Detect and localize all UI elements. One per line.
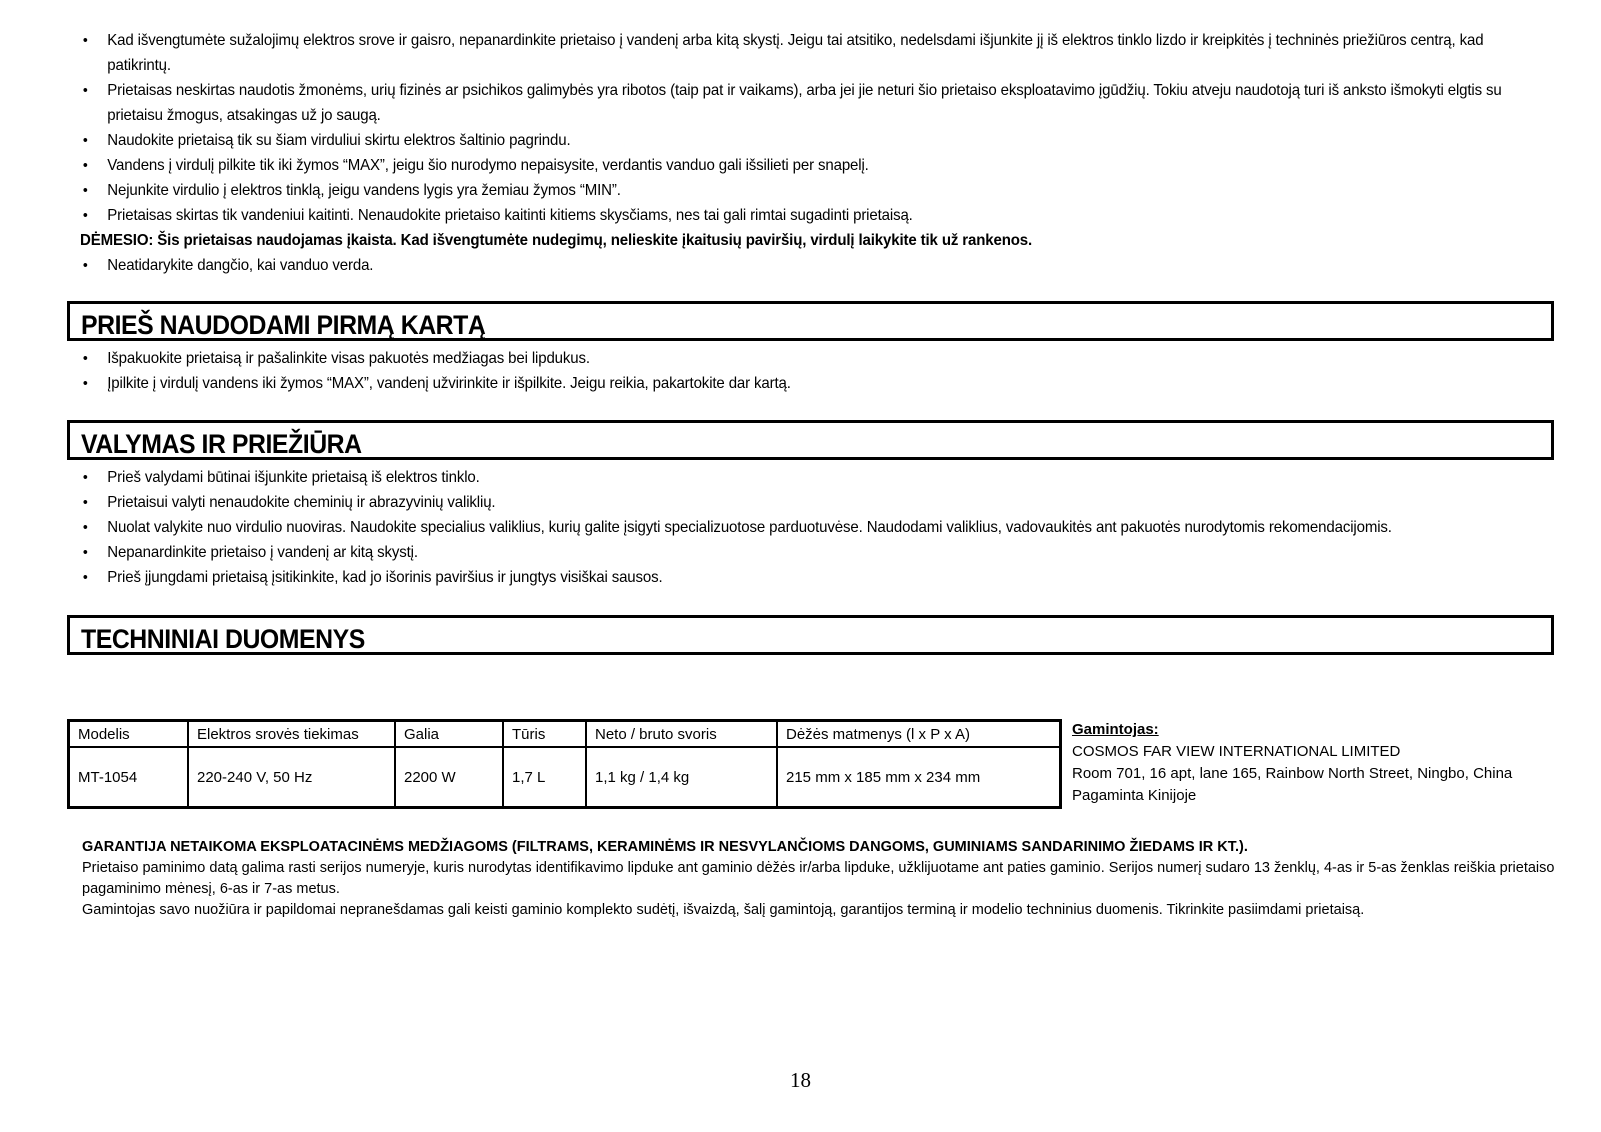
manufacturer-line: COSMOS FAR VIEW INTERNATIONAL LIMITED [1072,743,1401,760]
table-cell: MT-1054 [69,747,189,808]
table-cell: 2200 W [395,747,503,808]
list-item: • Nuolat valykite nuo virdulio nuoviras. Naudokite specialius valiklius, kurių galite įsigyti specializuotose parduotuvėse. Naudodami valiklius, vadovaukitės ant pakuotės nurodytomis rekomendacijomis. [80,515,1527,540]
manufacturer-title: Gamintojas: [1072,721,1159,738]
list-item: • Kad išvengtumėte sužalojimų elektros srove ir gaisro, nepanardinkite prietaiso į vandenį arba kitą skystį. Jeigu tai atsitiko, nedelsdami išjunkite jį iš elektros tinklo lizdo ir kreipkitės į techninės priežiūros centrą, kad patikrintų. [80,28,1527,78]
table-header-row [69,721,1061,748]
table-header-cell: Tūris [503,721,586,748]
section-title: TECHNINIAI DUOMENYS [81,624,365,654]
section-heading-cleaning [67,420,1554,460]
list-item: • Prietaisui valyti nenaudokite cheminių ir abrazyvinių valiklių. [80,490,1527,515]
safety-list-2 [80,253,1540,278]
notes-paragraph: Prietaiso paminimo datą galima rasti serijos numeryje, kuris nurodytas identifikavimo lipduke ant gaminio dėžės ir/arba lipduke, užklijuotame ant paties gaminio. Serijos numerį sudaro 13 ženklų, 4-as ir 5-as ženklas reiškia prietaiso pagaminimo mėnesį, 6-as ir 7-as metus. [82,860,1555,897]
list-item: • Nepanardinkite prietaiso į vandenį ar kitą skystį. [80,540,1527,565]
table-header-cell: Modelis [69,721,189,748]
manufacturer-line: Room 701, 16 apt, lane 165, Rainbow North Street, Ningbo, China [1072,765,1513,782]
page-number: 18 [790,1068,811,1092]
spec-table [67,719,1062,809]
section-heading-specs [67,615,1554,655]
table-header-cell: Neto / bruto svoris [586,721,777,748]
manufacturer-info [1072,719,1512,809]
table-header-cell: Galia [395,721,503,748]
table-cell: 1,7 L [503,747,586,808]
cleaning-list [80,465,1540,590]
table-header-cell: Elektros srovės tiekimas [188,721,395,748]
warranty-heading: GARANTIJA NETAIKOMA EKSPLOATACINĖMS MEDŽIAGOMS (FILTRAMS, KERAMINĖMS IR NESVYLANČIOMS DANGOMS, GUMINIAMS SANDARINIMO ŽIEDAMS IR KT.). [82,839,1248,855]
table-cell: 215 mm x 185 mm x 234 mm [777,747,1061,808]
list-item: • Prietaisas neskirtas naudotis žmonėms, urių fizinės ar psichikos galimybės yra ribotos (taip pat ir vaikams), arba jei jie neturi šio prietaiso eksploatavimo įgūdžių. Tokiu atveju naudotoją turi iš anksto išmokyti elgtis su prietaisu žmogus, atsakingas už jo saugą. [80,78,1527,128]
list-item: • Neatidarykite dangčio, kai vanduo verda. [80,253,1527,278]
table-row [69,747,1061,808]
section-title: VALYMAS IR PRIEŽIŪRA [81,429,362,459]
table-cell: 220-240 V, 50 Hz [188,747,395,808]
list-item: • Vandens į virdulį pilkite tik iki žymos “MAX”, jeigu šio nurodymo nepaisysite, verdantis vanduo gali išsilieti per snapelį. [80,153,1527,178]
first-use-list [80,346,1540,396]
manufacturer-line: Pagaminta Kinijoje [1072,787,1197,804]
section-heading-first-use [67,301,1554,341]
content-flow [80,28,1540,655]
warranty-notes [82,837,1562,921]
list-item: • Prieš valydami būtinai išjunkite prietaisą iš elektros tinklo. [80,465,1527,490]
list-item: • Išpakuokite prietaisą ir pašalinkite visas pakuotės medžiagas bei lipdukus. [80,346,1527,371]
list-item: • Naudokite prietaisą tik su šiam virduliui skirtu elektros šaltinio pagrindu. [80,128,1527,153]
warning-text: DĖMESIO: Šis prietaisas naudojamas įkaista. Kad išvengtumėte nudegimų, nelieskite įkaitusių paviršių, virdulį laikykite tik už rankenos. [80,232,1033,249]
spec-area [67,719,1512,809]
table-header-cell: Dėžės matmenys (l x P x A) [777,721,1061,748]
safety-list [80,28,1540,228]
list-item: • Prieš įjungdami prietaisą įsitikinkite, kad jo išorinis paviršius ir jungtys visiškai sausos. [80,565,1527,590]
section-title: PRIEŠ NAUDODAMI PIRMĄ KARTĄ [81,310,486,340]
notes-paragraph: Gamintojas savo nuožiūra ir papildomai nepranešdamas gali keisti gaminio komplekto sudėtį, išvaizdą, šalį gamintoją, garantijos terminą ir modelio techninius duomenis. Tikrinkite pasiimdami prietaisą. [82,902,1365,918]
list-item: • Prietaisas skirtas tik vandeniui kaitinti. Nenaudokite prietaiso kaitinti kitiems skysčiams, nes tai gali rimtai sugadinti prietaisą. [80,203,1527,228]
table-cell: 1,1 kg / 1,4 kg [586,747,777,808]
list-item: • Įpilkite į virdulį vandens iki žymos “MAX”, vandenį užvirinkite ir išpilkite. Jeigu reikia, pakartokite dar kartą. [80,371,1527,396]
list-item: • Nejunkite virdulio į elektros tinklą, jeigu vandens lygis yra žemiau žymos “MIN”. [80,178,1527,203]
